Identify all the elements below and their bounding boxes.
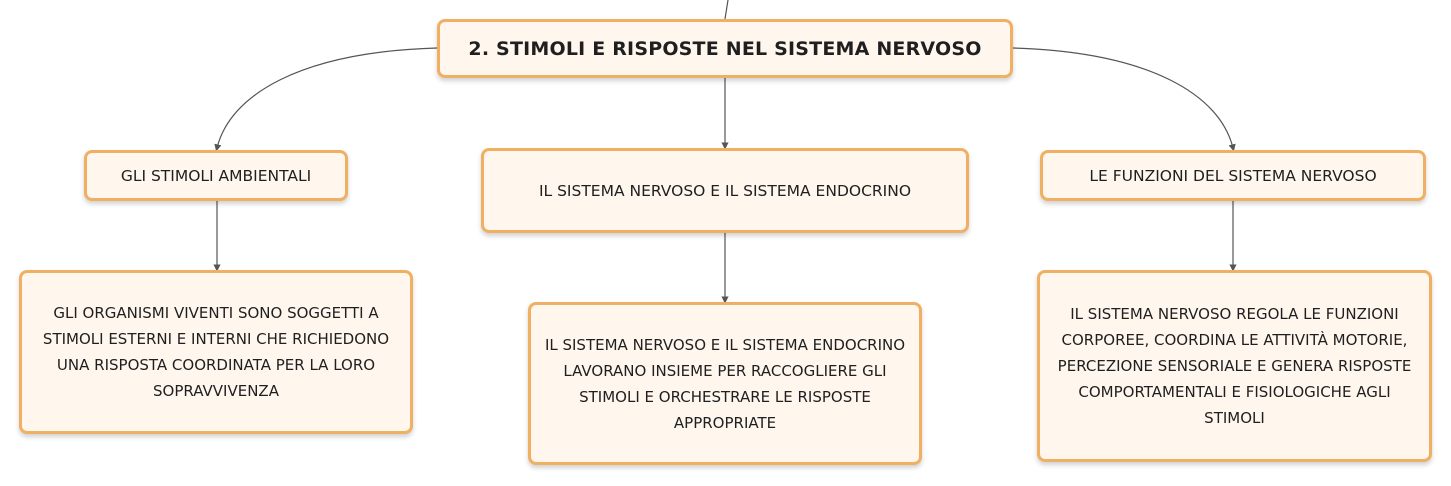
topic-title: LE FUNZIONI DEL SISTEMA NERVOSO <box>1089 166 1377 185</box>
connector-from-parent <box>725 0 728 19</box>
detail-text: IL SISTEMA NERVOSO REGOLA LE FUNZIONI CORPOREE, COORDINA LE ATTIVITÀ MOTORIE, PERCEZIONE SENSORIALE E GENERA RISPOSTE COMPORTAMENTALI E FISIOLOGICHE AGLI STIMOLI <box>1057 305 1412 427</box>
topic-title: IL SISTEMA NERVOSO E IL SISTEMA ENDOCRINO <box>538 181 912 200</box>
detail-node-sistema-endocrino[interactable] <box>528 302 922 465</box>
detail-node-funzioni-sistema-nervoso[interactable] <box>1037 270 1432 462</box>
detail-node-stimoli-ambientali[interactable] <box>19 270 413 434</box>
topic-title: GLI STIMOLI AMBIENTALI <box>120 166 312 185</box>
topic-node-funzioni-sistema-nervoso[interactable] <box>1040 150 1426 201</box>
connector-root-to-funzioni <box>1013 48 1233 148</box>
root-topic-title: 2. STIMOLI E RISPOSTE NEL SISTEMA NERVOSO <box>468 37 982 60</box>
root-topic-node[interactable] <box>437 19 1013 78</box>
detail-text: IL SISTEMA NERVOSO E IL SISTEMA ENDOCRINO LAVORANO INSIEME PER RACCOGLIERE GLI STIMOLI E ORCHESTRARE LE RISPOSTE APPROPRIATE <box>544 335 906 432</box>
detail-text: GLI ORGANISMI VIVENTI SONO SOGGETTI A STIMOLI ESTERNI E INTERNI CHE RICHIEDONO UNA RISPOSTA COORDINATA PER LA LORO SOPRAVVIVENZA <box>42 304 390 400</box>
topic-node-sistema-endocrino[interactable] <box>481 148 969 233</box>
connector-root-to-stimoli <box>217 48 437 148</box>
topic-node-stimoli-ambientali[interactable] <box>84 150 348 201</box>
